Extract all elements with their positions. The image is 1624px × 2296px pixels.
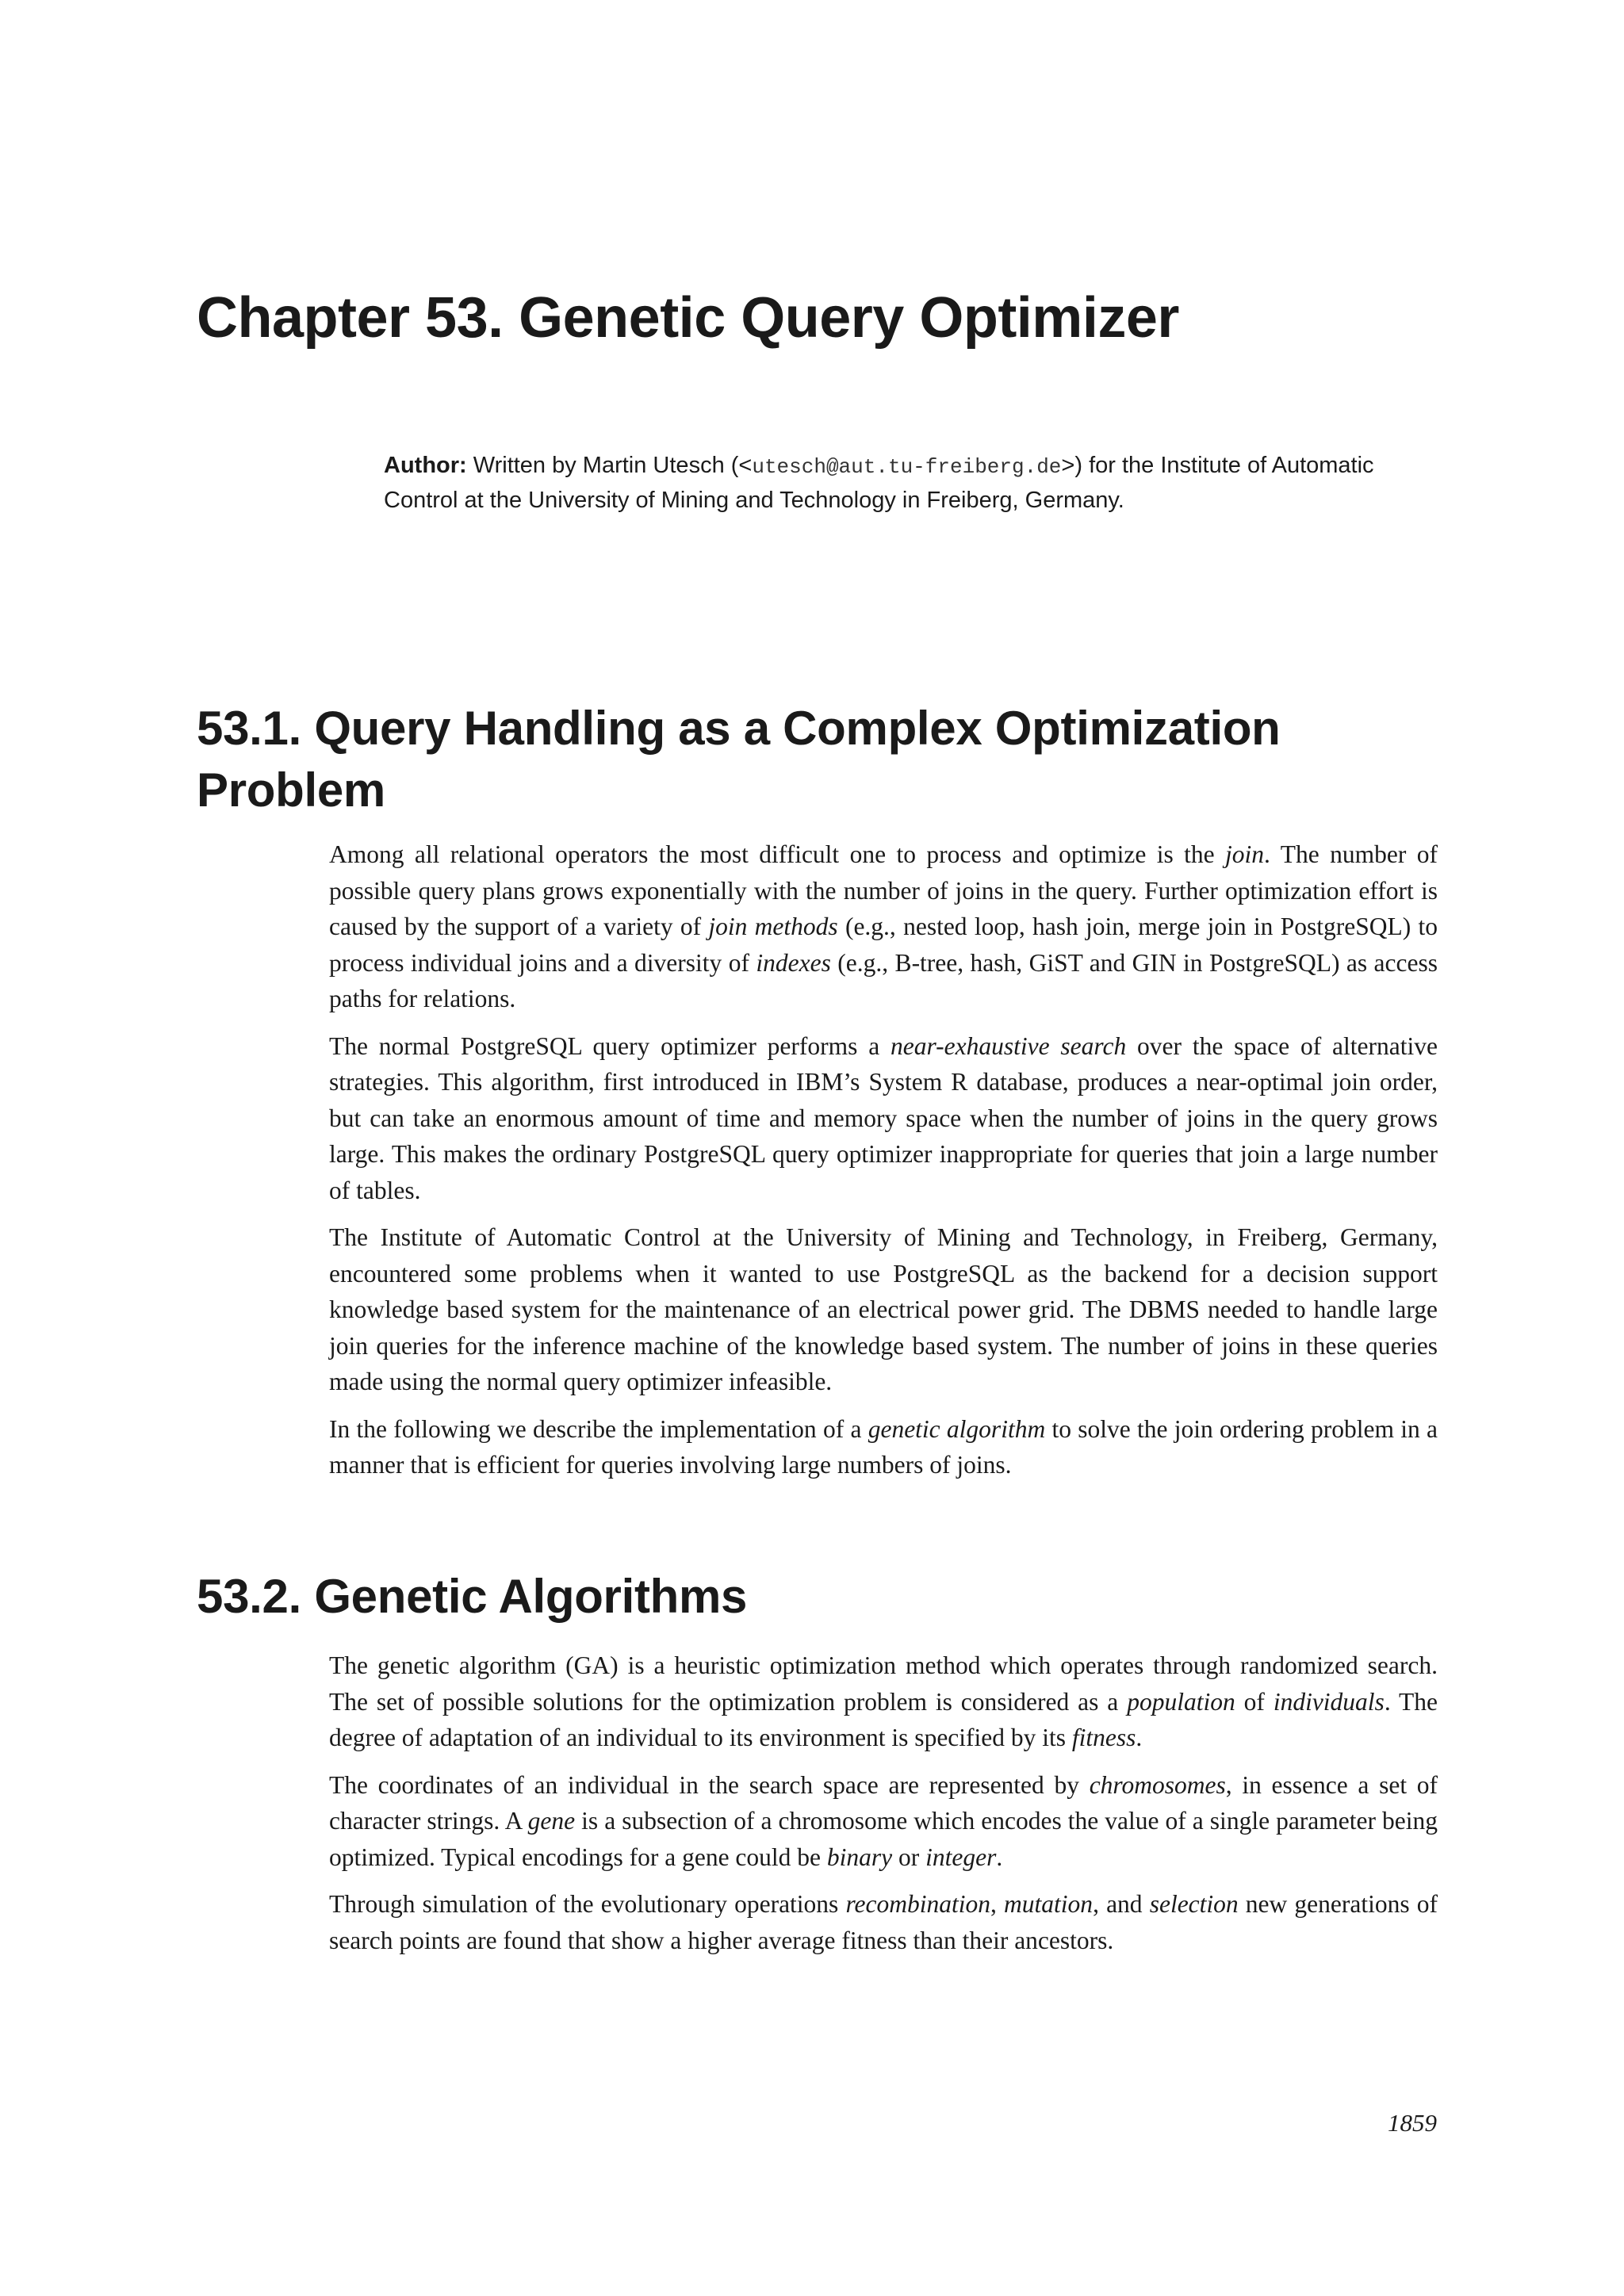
paragraph xyxy=(329,1767,1438,1876)
section-53-2-title: 53.2. Genetic Algorithms xyxy=(197,1570,748,1623)
text-run: . The degree of adaptation of an individual to its environment is specified by its xyxy=(329,1687,1438,1751)
emphasis: gene xyxy=(527,1807,576,1835)
emphasis: binary xyxy=(826,1843,893,1871)
text-run: (e.g., nested loop, hash join, merge join in PostgreSQL) to process individual joins and a diversity of xyxy=(329,913,1438,977)
paragraph xyxy=(329,1647,1438,1756)
text-run: of xyxy=(1235,1687,1274,1716)
author-text-after-email: >) for the Institute of Automatic Control at the University of Mining and Technology in Freiberg, Germany. xyxy=(384,453,1374,513)
author-text-before-email: Written by Martin Utesch (< xyxy=(466,453,753,478)
emphasis: indexes xyxy=(756,948,831,977)
text-run: . The number of possible query plans grows exponentially with the number of joins in the query. Further optimization effort is caused by the support of a variety of xyxy=(329,840,1438,940)
page-number: 1859 xyxy=(1388,2109,1437,2137)
text-run: The normal PostgreSQL query optimizer performs a xyxy=(329,1031,891,1060)
text-run: The coordinates of an individual in the search space are represented by xyxy=(329,1770,1090,1799)
author-label: Author: xyxy=(384,453,467,478)
emphasis: individuals xyxy=(1273,1687,1385,1716)
text-run: . xyxy=(996,1843,1003,1871)
text-run: over the space of alternative strategies. This algorithm, first introduced in IBM’s System R database, produces a near-optimal join order, but can take an enormous amount of time and memory space when the number of joins in the query grows large. This makes the ordinary PostgreSQL query optimizer inappropriate for queries that join a large number of tables. xyxy=(329,1031,1438,1204)
emphasis: selection xyxy=(1149,1890,1239,1918)
text-run: to solve the join ordering problem in a manner that is efficient for queries involving large numbers of joins. xyxy=(329,1414,1438,1479)
text-run: In the following we describe the implementation of a xyxy=(329,1414,868,1443)
author-credit xyxy=(384,449,1438,517)
section-53-2-body xyxy=(329,1647,1438,1969)
paragraph xyxy=(329,1028,1438,1209)
emphasis: genetic algorithm xyxy=(868,1414,1046,1443)
text-run: , xyxy=(990,1890,1005,1918)
paragraph: The Institute of Automatic Control at the University of Mining and Technology, in Freiberg, Germany, encountered some problems when it wanted to use PostgreSQL as the backend for a decision support knowledge based system for the maintenance of an electrical power grid. The DBMS needed to handle large join queries for the inference machine of the knowledge based system. The number of joins in these queries made using the normal query optimizer infeasible. xyxy=(329,1223,1438,1395)
emphasis: join xyxy=(1225,840,1265,868)
emphasis: integer xyxy=(925,1843,997,1871)
text-run: , in essence a set of character strings. A xyxy=(329,1770,1438,1835)
chapter-title: Chapter 53. Genetic Query Optimizer xyxy=(197,286,1179,350)
text-run: (e.g., B-tree, hash, GiST and GIN in PostgreSQL) as access paths for relations. xyxy=(329,948,1438,1012)
emphasis: near-exhaustive search xyxy=(891,1031,1127,1060)
emphasis: recombination xyxy=(845,1890,991,1918)
text-run: new generations of search points are found that show a higher average fitness than their ancestors. xyxy=(329,1890,1438,1954)
text-run: is a subsection of a chromosome which encodes the value of a single parameter being optimized. Typical encodings for a gene could be xyxy=(329,1807,1438,1871)
text-run: Through simulation of the evolutionary operations xyxy=(329,1890,846,1918)
emphasis: fitness xyxy=(1071,1724,1136,1751)
paragraph xyxy=(329,1411,1438,1483)
emphasis: mutation xyxy=(1004,1890,1094,1918)
emphasis: population xyxy=(1127,1687,1235,1716)
text-run: . xyxy=(1136,1724,1143,1751)
emphasis: join methods xyxy=(708,913,838,940)
paragraph xyxy=(329,1886,1438,1958)
emphasis: chromosomes xyxy=(1089,1770,1226,1799)
section-53-1-title: 53.1. Query Handling as a Complex Optimization Problem xyxy=(197,702,1281,817)
text-run: Among all relational operators the most difficult one to process and optimize is the xyxy=(329,840,1226,868)
paragraph xyxy=(329,836,1438,1017)
section-53-1-body xyxy=(329,836,1438,1494)
author-email: utesch@aut.tu-freiberg.de xyxy=(752,455,1062,479)
text-run: , and xyxy=(1093,1890,1150,1918)
text-run: or xyxy=(892,1843,926,1871)
text-run: The genetic algorithm (GA) is a heuristic optimization method which operates through randomized search. The set of possible solutions for the optimization problem is considered as a xyxy=(329,1651,1438,1716)
